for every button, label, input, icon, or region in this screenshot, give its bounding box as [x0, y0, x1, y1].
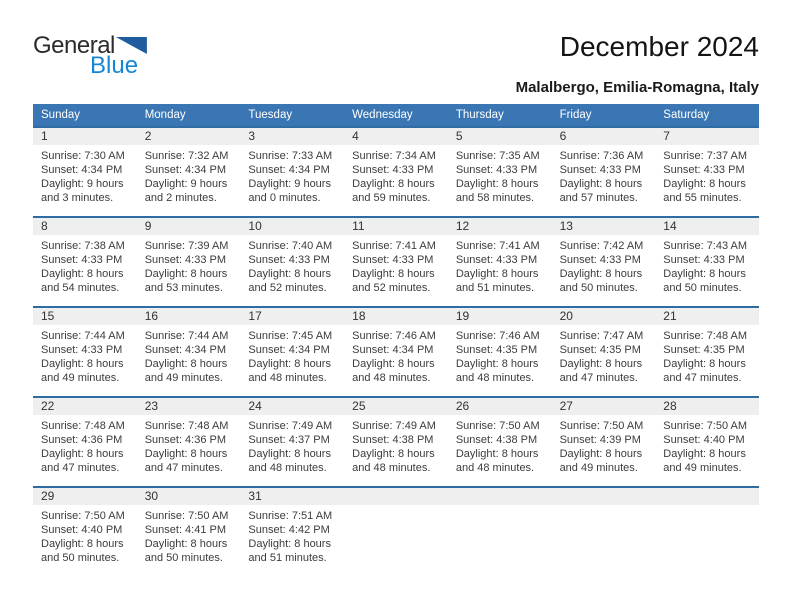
location-subtitle: Malalbergo, Emilia-Romagna, Italy [515, 78, 759, 96]
day-number: 8 [33, 218, 137, 235]
day-details [137, 505, 241, 565]
sunset-text: Sunset: 4:33 PM [455, 254, 538, 266]
daylight-text-cont: and 47 minutes. [559, 372, 638, 384]
day-cell [344, 218, 448, 306]
sunset-text: Sunset: 4:34 PM [352, 344, 434, 356]
daylight-text-cont: and 48 minutes. [248, 372, 327, 384]
day-header-cell: Friday [559, 109, 592, 121]
day-details [33, 325, 137, 385]
day-cell [240, 218, 344, 306]
day-number: 13 [552, 218, 656, 235]
week-row [33, 126, 759, 216]
sunset-text: Sunset: 4:35 PM [663, 344, 745, 356]
day-cell [552, 218, 656, 306]
day-number: 22 [33, 398, 137, 415]
day-details [33, 145, 137, 205]
sunrise-text: Sunrise: 7:44 AM [41, 330, 125, 342]
day-number [655, 488, 759, 505]
sunrise-text: Sunrise: 7:32 AM [144, 150, 229, 162]
daylight-text-cont: and 58 minutes. [455, 192, 535, 204]
day-cell [33, 128, 137, 216]
daylight-text-cont: and 51 minutes. [248, 552, 327, 564]
day-cell [655, 308, 759, 396]
day-cell [137, 488, 241, 576]
day-cell [655, 218, 759, 306]
day-details [33, 505, 137, 565]
daylight-text: Daylight: 8 hours [559, 448, 643, 460]
sunset-text: Sunset: 4:34 PM [248, 344, 330, 356]
sunset-text: Sunset: 4:33 PM [41, 254, 123, 266]
day-details [33, 235, 137, 295]
day-cell [655, 398, 759, 486]
sunrise-text: Sunrise: 7:48 AM [663, 330, 748, 342]
daylight-text-cont: and 47 minutes. [663, 372, 742, 384]
day-cell [655, 128, 759, 216]
sunset-text: Sunset: 4:37 PM [248, 434, 330, 446]
sunrise-text: Sunrise: 7:48 AM [144, 420, 229, 432]
day-cell [448, 398, 552, 486]
sunrise-text: Sunrise: 7:46 AM [352, 330, 436, 342]
sunrise-text: Sunrise: 7:41 AM [455, 240, 540, 252]
daylight-text-cont: and 49 minutes. [559, 462, 638, 474]
daylight-text-cont: and 59 minutes. [352, 192, 431, 204]
daylight-text: Daylight: 8 hours [455, 268, 539, 280]
day-details [344, 145, 448, 205]
day-details [240, 325, 344, 385]
daylight-text: Daylight: 8 hours [352, 448, 435, 460]
day-details [448, 145, 552, 205]
sunset-text: Sunset: 4:35 PM [559, 344, 641, 356]
day-number: 25 [344, 398, 448, 415]
sunset-text: Sunset: 4:40 PM [41, 524, 123, 536]
day-number: 18 [344, 308, 448, 325]
sunset-text: Sunset: 4:41 PM [144, 524, 227, 536]
sunrise-text: Sunrise: 7:47 AM [559, 330, 644, 342]
sunrise-text: Sunrise: 7:45 AM [248, 330, 333, 342]
daylight-text-cont: and 2 minutes. [144, 192, 217, 204]
daylight-text-cont: and 53 minutes. [144, 282, 223, 294]
day-cell [33, 398, 137, 486]
day-cell [240, 308, 344, 396]
daylight-text-cont: and 49 minutes. [41, 372, 120, 384]
day-header-cell: Saturday [663, 109, 710, 121]
daylight-text: Daylight: 8 hours [455, 358, 539, 370]
day-details [655, 235, 759, 295]
day-cell [344, 308, 448, 396]
day-cell [33, 218, 137, 306]
sunset-text: Sunset: 4:34 PM [248, 164, 330, 176]
day-cell [552, 398, 656, 486]
day-number: 17 [240, 308, 344, 325]
daylight-text: Daylight: 8 hours [352, 178, 435, 190]
day-header-cell: Thursday [455, 109, 504, 121]
day-number [448, 488, 552, 505]
day-cell [448, 218, 552, 306]
day-number: 12 [448, 218, 552, 235]
daylight-text-cont: and 50 minutes. [41, 552, 120, 564]
day-number: 30 [137, 488, 241, 505]
day-details [448, 235, 552, 295]
daylight-text: Daylight: 8 hours [248, 538, 331, 550]
sunset-text: Sunset: 4:42 PM [248, 524, 330, 536]
sunset-text: Sunset: 4:33 PM [559, 164, 641, 176]
sunrise-text: Sunrise: 7:48 AM [41, 420, 125, 432]
daylight-text: Daylight: 8 hours [559, 358, 643, 370]
day-cell [137, 128, 241, 216]
daylight-text: Daylight: 8 hours [455, 178, 539, 190]
day-cell [240, 128, 344, 216]
sunset-text: Sunset: 4:36 PM [41, 434, 123, 446]
calendar-table [33, 104, 759, 576]
day-header-cell: Monday [144, 109, 186, 121]
day-cell [33, 488, 137, 576]
sunset-text: Sunset: 4:34 PM [144, 164, 227, 176]
day-number: 7 [655, 128, 759, 145]
day-number: 27 [552, 398, 656, 415]
day-header-cell: Sunday [41, 109, 81, 121]
daylight-text-cont: and 0 minutes. [248, 192, 321, 204]
sunrise-text: Sunrise: 7:50 AM [559, 420, 644, 432]
daylight-text: Daylight: 8 hours [41, 448, 124, 460]
day-details [448, 415, 552, 475]
daylight-text: Daylight: 8 hours [144, 268, 228, 280]
day-details [240, 505, 344, 565]
page-title: December 2024 [559, 31, 759, 62]
daylight-text: Daylight: 9 hours [248, 178, 331, 190]
day-details [655, 415, 759, 475]
day-number: 2 [137, 128, 241, 145]
sunrise-text: Sunrise: 7:42 AM [559, 240, 644, 252]
day-details [344, 415, 448, 475]
day-cell [448, 308, 552, 396]
daylight-text-cont: and 50 minutes. [559, 282, 638, 294]
daylight-text: Daylight: 8 hours [352, 268, 435, 280]
daylight-text: Daylight: 8 hours [663, 358, 746, 370]
daylight-text-cont: and 55 minutes. [663, 192, 742, 204]
empty-day-cell [448, 488, 552, 576]
sunrise-text: Sunrise: 7:50 AM [144, 510, 229, 522]
day-details [137, 325, 241, 385]
daylight-text: Daylight: 8 hours [663, 268, 746, 280]
day-header-row [33, 104, 759, 126]
daylight-text: Daylight: 8 hours [248, 448, 331, 460]
day-cell [552, 308, 656, 396]
day-details [552, 415, 656, 475]
daylight-text-cont: and 51 minutes. [455, 282, 535, 294]
sunrise-text: Sunrise: 7:50 AM [663, 420, 748, 432]
daylight-text: Daylight: 8 hours [144, 358, 228, 370]
day-details [240, 415, 344, 475]
week-row [33, 216, 759, 306]
sunrise-text: Sunrise: 7:43 AM [663, 240, 748, 252]
day-number [552, 488, 656, 505]
week-row [33, 396, 759, 486]
day-number: 28 [655, 398, 759, 415]
daylight-text-cont: and 47 minutes. [144, 462, 223, 474]
day-details [655, 145, 759, 205]
empty-day-cell [552, 488, 656, 576]
sunrise-text: Sunrise: 7:37 AM [663, 150, 748, 162]
sunrise-text: Sunrise: 7:38 AM [41, 240, 125, 252]
daylight-text: Daylight: 8 hours [41, 538, 124, 550]
daylight-text: Daylight: 9 hours [41, 178, 124, 190]
day-number [344, 488, 448, 505]
day-number: 14 [655, 218, 759, 235]
day-number: 24 [240, 398, 344, 415]
day-cell [240, 398, 344, 486]
sunset-text: Sunset: 4:33 PM [455, 164, 538, 176]
calendar-body [33, 126, 759, 576]
day-number: 4 [344, 128, 448, 145]
day-cell [448, 128, 552, 216]
sunset-text: Sunset: 4:40 PM [663, 434, 745, 446]
day-details [344, 325, 448, 385]
daylight-text: Daylight: 8 hours [455, 448, 539, 460]
day-number: 6 [552, 128, 656, 145]
day-number: 19 [448, 308, 552, 325]
logo [33, 34, 147, 78]
logo-blue-text: Blue [90, 52, 139, 79]
sunset-text: Sunset: 4:34 PM [144, 344, 227, 356]
sunset-text: Sunset: 4:33 PM [352, 254, 434, 266]
sunrise-text: Sunrise: 7:35 AM [455, 150, 540, 162]
sunset-text: Sunset: 4:36 PM [144, 434, 227, 446]
sunset-text: Sunset: 4:38 PM [455, 434, 538, 446]
daylight-text-cont: and 57 minutes. [559, 192, 638, 204]
sunrise-text: Sunrise: 7:33 AM [248, 150, 333, 162]
week-row [33, 486, 759, 576]
daylight-text: Daylight: 8 hours [41, 358, 124, 370]
sunset-text: Sunset: 4:34 PM [41, 164, 123, 176]
day-number: 5 [448, 128, 552, 145]
day-number: 9 [137, 218, 241, 235]
day-cell [344, 128, 448, 216]
sunset-text: Sunset: 4:33 PM [663, 254, 745, 266]
empty-day-cell [344, 488, 448, 576]
daylight-text-cont: and 48 minutes. [352, 372, 431, 384]
daylight-text: Daylight: 9 hours [144, 178, 228, 190]
day-details [552, 145, 656, 205]
sunrise-text: Sunrise: 7:39 AM [144, 240, 229, 252]
day-details [33, 415, 137, 475]
sunrise-text: Sunrise: 7:46 AM [455, 330, 540, 342]
sunrise-text: Sunrise: 7:51 AM [248, 510, 333, 522]
daylight-text: Daylight: 8 hours [559, 268, 643, 280]
day-details [240, 235, 344, 295]
day-number: 23 [137, 398, 241, 415]
empty-day-cell [655, 488, 759, 576]
daylight-text: Daylight: 8 hours [41, 268, 124, 280]
daylight-text-cont: and 50 minutes. [663, 282, 742, 294]
day-number: 21 [655, 308, 759, 325]
day-number: 31 [240, 488, 344, 505]
daylight-text: Daylight: 8 hours [144, 538, 228, 550]
sunrise-text: Sunrise: 7:50 AM [455, 420, 540, 432]
week-row [33, 306, 759, 396]
day-details [448, 325, 552, 385]
day-details [137, 145, 241, 205]
sunset-text: Sunset: 4:33 PM [352, 164, 434, 176]
day-cell [552, 128, 656, 216]
day-details [137, 415, 241, 475]
sunrise-text: Sunrise: 7:50 AM [41, 510, 125, 522]
day-details [240, 145, 344, 205]
day-details [552, 235, 656, 295]
sunset-text: Sunset: 4:33 PM [663, 164, 745, 176]
day-cell [137, 218, 241, 306]
day-number: 1 [33, 128, 137, 145]
daylight-text: Daylight: 8 hours [559, 178, 643, 190]
daylight-text-cont: and 3 minutes. [41, 192, 114, 204]
sunset-text: Sunset: 4:33 PM [248, 254, 330, 266]
logo-general-text: General [33, 32, 115, 59]
daylight-text-cont: and 49 minutes. [663, 462, 742, 474]
day-cell [137, 398, 241, 486]
sunset-text: Sunset: 4:33 PM [144, 254, 227, 266]
day-cell [240, 488, 344, 576]
daylight-text: Daylight: 8 hours [248, 268, 331, 280]
day-number: 26 [448, 398, 552, 415]
daylight-text-cont: and 52 minutes. [352, 282, 431, 294]
daylight-text-cont: and 48 minutes. [352, 462, 431, 474]
day-cell [33, 308, 137, 396]
sunrise-text: Sunrise: 7:41 AM [352, 240, 436, 252]
sunrise-text: Sunrise: 7:30 AM [41, 150, 125, 162]
daylight-text-cont: and 47 minutes. [41, 462, 120, 474]
daylight-text-cont: and 48 minutes. [248, 462, 327, 474]
daylight-text-cont: and 49 minutes. [144, 372, 223, 384]
daylight-text-cont: and 50 minutes. [144, 552, 223, 564]
sunset-text: Sunset: 4:33 PM [559, 254, 641, 266]
sunrise-text: Sunrise: 7:34 AM [352, 150, 436, 162]
daylight-text-cont: and 54 minutes. [41, 282, 120, 294]
daylight-text-cont: and 52 minutes. [248, 282, 327, 294]
sunrise-text: Sunrise: 7:40 AM [248, 240, 333, 252]
day-header-cell: Wednesday [352, 109, 413, 121]
sunset-text: Sunset: 4:35 PM [455, 344, 538, 356]
daylight-text: Daylight: 8 hours [663, 178, 746, 190]
day-header-cell: Tuesday [248, 109, 293, 121]
day-number: 15 [33, 308, 137, 325]
daylight-text: Daylight: 8 hours [663, 448, 746, 460]
daylight-text: Daylight: 8 hours [144, 448, 228, 460]
sunrise-text: Sunrise: 7:49 AM [352, 420, 436, 432]
day-details [655, 325, 759, 385]
day-details [344, 235, 448, 295]
day-number: 3 [240, 128, 344, 145]
sunset-text: Sunset: 4:39 PM [559, 434, 641, 446]
day-details [137, 235, 241, 295]
title-block [516, 32, 759, 96]
sunrise-text: Sunrise: 7:44 AM [144, 330, 229, 342]
day-number: 10 [240, 218, 344, 235]
day-number: 16 [137, 308, 241, 325]
day-cell [137, 308, 241, 396]
day-number: 20 [552, 308, 656, 325]
sunset-text: Sunset: 4:38 PM [352, 434, 434, 446]
sunset-text: Sunset: 4:33 PM [41, 344, 123, 356]
day-details [552, 325, 656, 385]
day-number: 29 [33, 488, 137, 505]
daylight-text: Daylight: 8 hours [352, 358, 435, 370]
sunrise-text: Sunrise: 7:36 AM [559, 150, 644, 162]
daylight-text: Daylight: 8 hours [248, 358, 331, 370]
daylight-text-cont: and 48 minutes. [455, 462, 535, 474]
day-cell [344, 398, 448, 486]
sunrise-text: Sunrise: 7:49 AM [248, 420, 333, 432]
daylight-text-cont: and 48 minutes. [455, 372, 535, 384]
day-number: 11 [344, 218, 448, 235]
